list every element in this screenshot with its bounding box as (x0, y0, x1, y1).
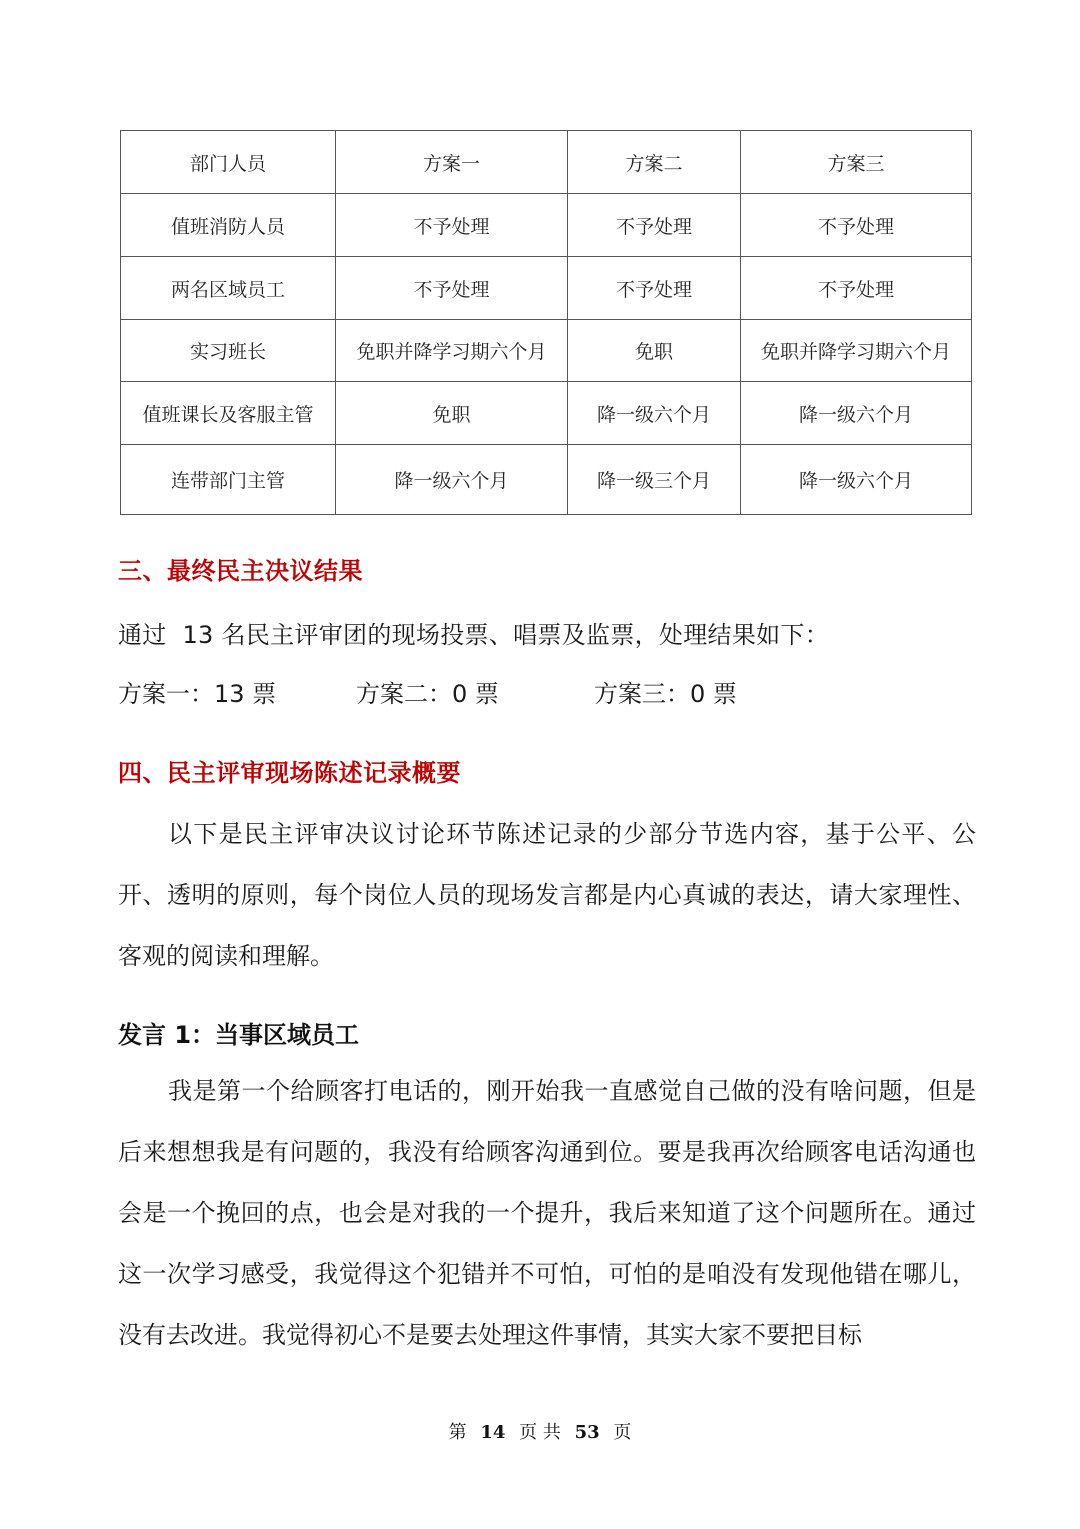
table-row (121, 382, 972, 445)
header-cell: 方案一 (336, 131, 568, 194)
table-cell: 不予处理 (741, 194, 972, 257)
speech1-paragraph: 我是第一个给顾客打电话的，刚开始我一直感觉自己做的没有啥问题，但是后来想想我是有问题的，我没有给顾客沟通到位。要是我再次给顾客电话沟通也会是一个挽回的点，也会是对我的一个提升，我后来知道了这个问题所在。通过这一次学习感受，我觉得这个犯错并不可怕，可怕的是咱没有发现他错在哪儿，没有去改进。我觉得初心不是要去处理这件事情，其实大家不要把目标 (118, 1077, 976, 1349)
footer-suffix: 页 (613, 1422, 632, 1443)
vote-plan-2: 方案二：0 票 (356, 680, 499, 708)
table-cell: 连带部门主管 (121, 445, 336, 515)
footer-page-number: 14 (480, 1422, 506, 1443)
vote-plan-1: 方案一：13 票 (118, 680, 277, 708)
table-cell: 实习班长 (121, 320, 336, 382)
vote-plan-3: 方案三：0 票 (594, 680, 737, 708)
table-cell: 不予处理 (741, 257, 972, 320)
table-cell: 降一级三个月 (568, 445, 741, 515)
table-cell: 免职 (336, 382, 568, 445)
table-cell: 免职 (568, 320, 741, 382)
table-cell: 降一级六个月 (741, 445, 972, 515)
footer-middle: 页 共 (519, 1422, 561, 1443)
speech1-heading: 发言 1：当事区域员工 (118, 1021, 360, 1049)
table-row (121, 445, 972, 515)
section4-paragraph: 以下是民主评审决议讨论环节陈述记录的少部分节选内容，基于公平、公开、透明的原则，每个岗位人员的现场发言都是内心真诚的表达，请大家理性、客观的阅读和理解。 (118, 820, 976, 970)
table-cell: 降一级六个月 (568, 382, 741, 445)
section3-heading: 三、最终民主决议结果 (118, 557, 363, 585)
header-cell: 部门人员 (121, 131, 336, 194)
table-row (121, 194, 972, 257)
table-cell: 降一级六个月 (336, 445, 568, 515)
header-cell: 方案三 (741, 131, 972, 194)
table-header-row (121, 131, 972, 194)
table-cell: 降一级六个月 (741, 382, 972, 445)
vote-intro: 通过 13 名民主评审团的现场投票、唱票及监票，处理结果如下： (118, 621, 830, 649)
footer-total-pages: 53 (574, 1422, 600, 1443)
table-cell: 不予处理 (568, 257, 741, 320)
page-footer (0, 1418, 1080, 1444)
table-cell: 免职并降学习期六个月 (741, 320, 972, 382)
plan-table (120, 130, 972, 515)
footer-prefix: 第 (448, 1422, 467, 1443)
table-cell: 两名区域员工 (121, 257, 336, 320)
table-cell: 不予处理 (336, 257, 568, 320)
table-cell: 免职并降学习期六个月 (336, 320, 568, 382)
header-cell: 方案二 (568, 131, 741, 194)
table-cell: 值班课长及客服主管 (121, 382, 336, 445)
table-cell: 值班消防人员 (121, 194, 336, 257)
table-cell: 不予处理 (568, 194, 741, 257)
table-row (121, 257, 972, 320)
table-cell: 不予处理 (336, 194, 568, 257)
section4-heading: 四、民主评审现场陈述记录概要 (118, 759, 461, 787)
table-row (121, 320, 972, 382)
